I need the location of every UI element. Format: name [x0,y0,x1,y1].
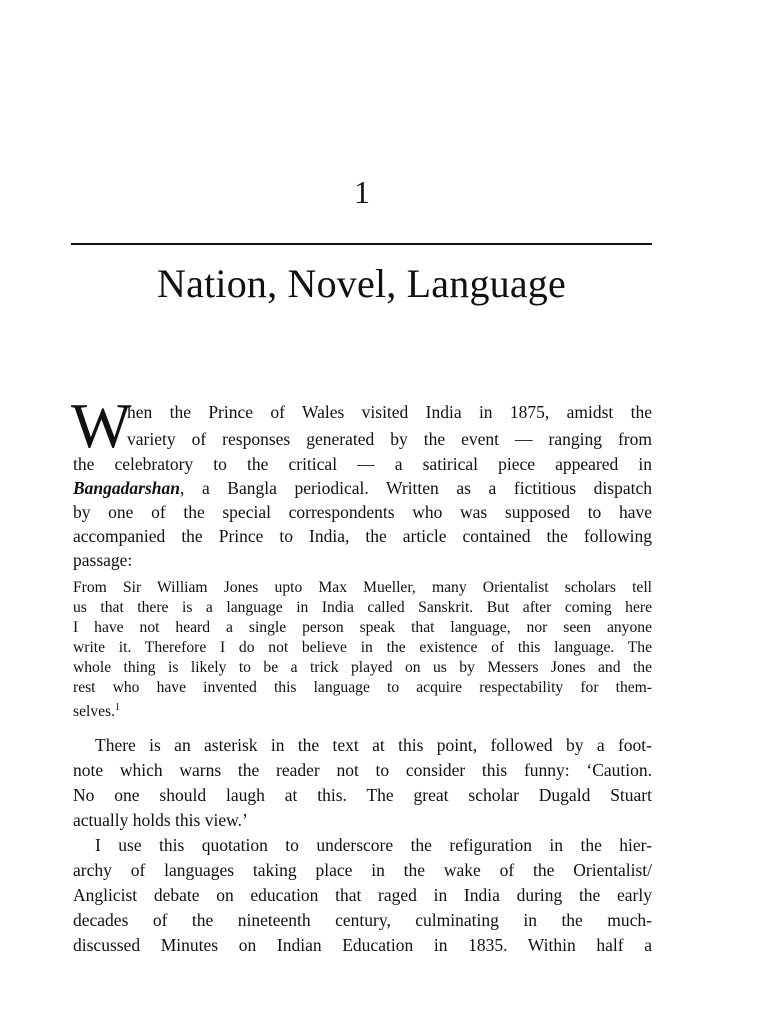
text-line: actually holds this view.’ [73,810,248,830]
text-line: archy of languages taking place in the wake of the Orientalist/ [73,860,652,880]
text-line: by one of the special correspondents who was supposed to have [73,502,652,522]
footnote-marker: 1 [115,702,121,713]
quote-line: rest who have invented this language to acquire respectability for them- [73,679,652,696]
text-line: hen the Prince of Wales visited India in 1875, amidst the [127,402,652,422]
text-line: the celebratory to the critical — a satirical piece appeared in [73,454,652,474]
quote-line [73,698,652,722]
periodical-name: Bangadarshan [73,478,180,498]
text-line: passage: [73,550,133,570]
text-line: note which warns the reader not to consider this funny: ‘Caution. [73,760,652,780]
chapter-number: 1 [354,174,370,210]
text-line [73,476,652,500]
quote-line: whole thing is likely to be a trick played on us by Messers Jones and the [73,659,652,676]
quote-line: us that there is a language in India called Sanskrit. But after coming here [73,599,652,616]
chapter-title: Nation, Novel, Language [157,261,566,306]
quote-line: write it. Therefore I do not believe in the existence of this language. The [73,639,652,656]
quote-line: I have not heard a single person speak that language, nor seen anyone [73,619,652,636]
drop-cap: W [71,390,132,461]
text-span: selves. [73,703,116,721]
text-span: , a Bangla periodical. Written as a fictitious dispatch [180,478,652,498]
quote-line: From Sir William Jones upto Max Mueller, many Orientalist scholars tell [73,579,652,596]
chapter-divider [71,243,652,245]
text-line: Anglicist debate on education that raged in India during the early [73,885,652,905]
text-line: variety of responses generated by the event — ranging from [127,429,652,449]
text-line: accompanied the Prince to India, the article contained the following [73,526,652,546]
text-line: I use this quotation to underscore the refiguration in the hier- [95,835,652,855]
text-line: No one should laugh at this. The great scholar Dugald Stuart [73,785,652,805]
text-line: There is an asterisk in the text at this point, followed by a foot- [95,735,652,755]
text-line: decades of the nineteenth century, culminating in the much- [73,910,652,930]
text-line: discussed Minutes on Indian Education in 1835. Within half a [73,935,652,955]
